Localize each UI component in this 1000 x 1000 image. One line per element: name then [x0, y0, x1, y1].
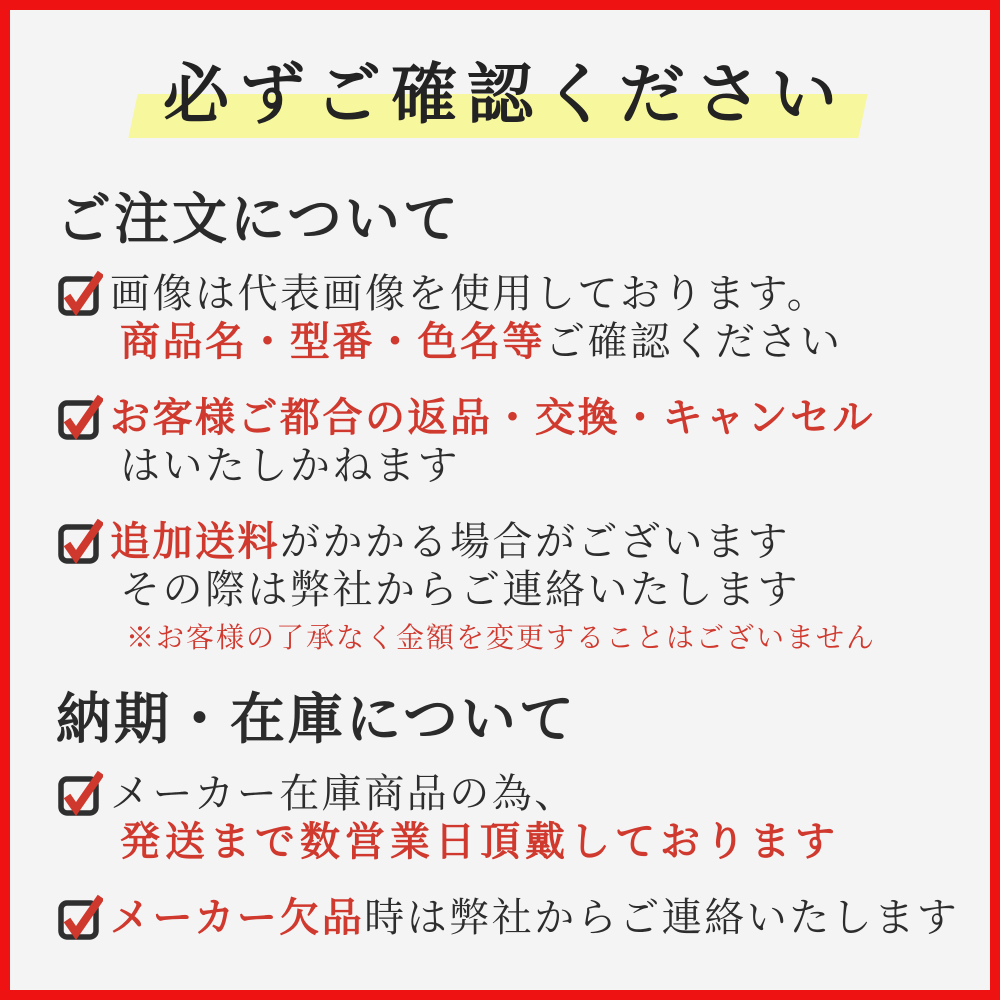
text-line: 商品名・型番・色名等ご確認ください: [120, 318, 843, 365]
page-title: 必ずご確認ください: [163, 55, 847, 133]
list-item: [56, 270, 954, 366]
orders-checklist: [56, 270, 954, 656]
title-block: [56, 46, 954, 142]
text-line: 発送まで数営業日頂戴しております: [120, 818, 840, 865]
text-line: メーカー在庫商品の為、: [110, 771, 577, 817]
list-item: [56, 518, 954, 656]
text-line: 追加送料がかかる場合がございます: [110, 518, 790, 565]
list-item: [56, 894, 960, 942]
checked-checkbox-icon: [56, 511, 103, 565]
checked-checkbox-icon: [56, 263, 103, 317]
notice-content: [10, 46, 990, 942]
checked-checkbox-icon: [56, 887, 103, 941]
text-line: その際は弊社からご連絡いたします: [120, 567, 800, 613]
note-line: ※お客様の了承なく金額を変更することはございません: [126, 621, 877, 654]
text-line: お客様ご都合の返品・交換・キャンセル: [110, 394, 875, 441]
list-item: [56, 770, 954, 866]
checked-checkbox-icon: [56, 387, 103, 441]
checked-checkbox-icon: [56, 763, 103, 817]
section-heading-stock: 納期・在庫について: [56, 686, 577, 751]
text-line: 画像は代表画像を使用しております。: [110, 271, 830, 317]
section-heading-orders: ご注文について: [56, 186, 461, 251]
stock-checklist: [56, 770, 960, 942]
text-line: はいたしかねます: [120, 443, 460, 489]
list-item: [56, 394, 954, 490]
text-line: メーカー欠品時は弊社からご連絡いたします: [110, 894, 960, 941]
